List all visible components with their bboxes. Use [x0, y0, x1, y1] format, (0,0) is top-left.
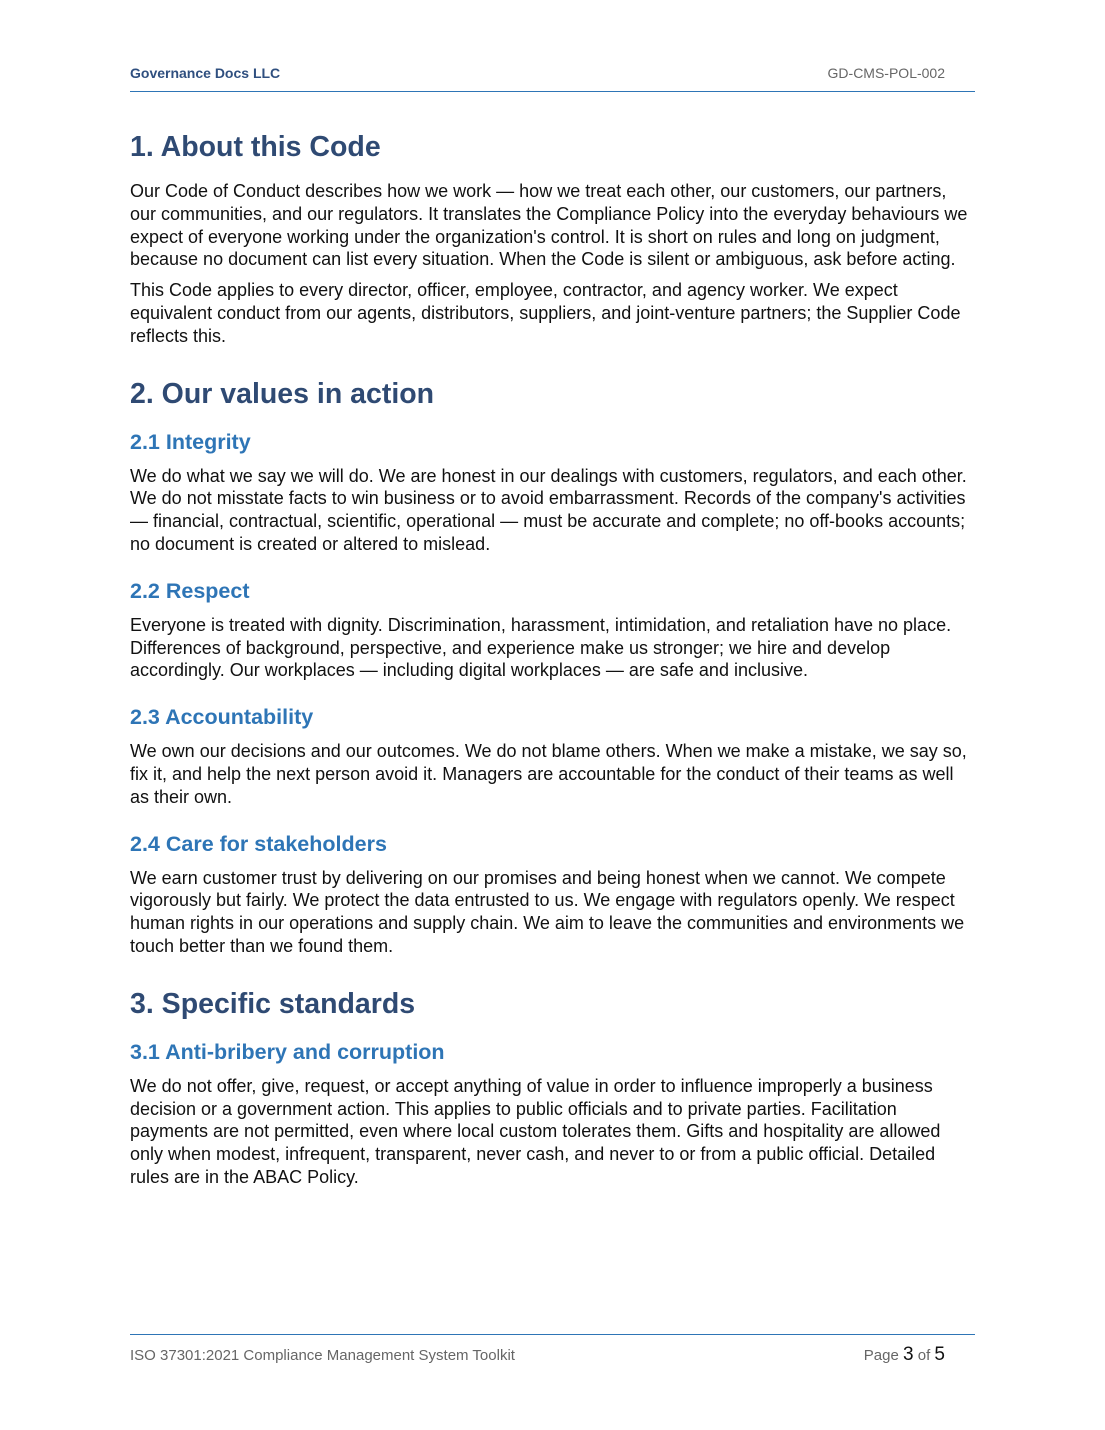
section-values — [130, 375, 976, 958]
subsection-integrity — [130, 427, 976, 556]
paragraph: This Code applies to every director, officer, employee, contractor, and agency worker. We expect equivalent conduct from our agents, distributors, suppliers, and joint-venture partners; the Supplier Code reflects this. — [130, 280, 961, 346]
subsection-anti-bribery — [130, 1037, 976, 1189]
paragraph: Our Code of Conduct describes how we work — how we treat each other, our customers, our partners, our communities, and our regulators. It translates the Compliance Policy into the everyday behaviours we expect of everyone working under the organization's control. It is short on rules and long on judgment, because no document can list every situation. When the Code is silent or ambiguous, ask before acting. — [130, 181, 968, 270]
subsection-accountability — [130, 702, 976, 808]
subsection-heading: 3.1 Anti-bribery and corruption — [130, 1039, 445, 1064]
paragraph: We do what we say we will do. We are honest in our dealings with customers, regulators, and each other. We do not misstate facts to win business or to avoid embarrassment. Records of the company's activities — financial, contractual, scientific, operational — must be accurate and complete; no off-books accounts; no document is created or altered to mislead. — [130, 465, 967, 554]
subsection-care-for-stakeholders — [130, 829, 976, 958]
paragraph: We own our decisions and our outcomes. We do not blame others. When we make a mistake, we say so, fix it, and help the next person avoid it. Managers are accountable for the conduct of their teams as well as their own. — [130, 741, 967, 807]
document-id: GD-CMS-POL-002 — [827, 65, 945, 81]
section-heading: 1. About this Code — [130, 131, 381, 163]
subsection-heading: 2.1 Integrity — [130, 429, 251, 454]
section-specific-standards — [130, 985, 976, 1189]
page-current: 3 — [902, 1344, 914, 1365]
paragraph: We earn customer trust by delivering on our promises and being honest when we cannot. We compete vigorously but fairly. We protect the data entrusted to us. We engage with regulators openly. We respect human rights in our operations and supply chain. We aim to leave the communities and environments we touch better than we found them. — [130, 867, 965, 956]
section-heading: 3. Specific standards — [130, 987, 416, 1020]
footer-toolkit-title: ISO 37301:2021 Compliance Management System Toolkit — [130, 1347, 515, 1364]
page-total: 5 — [934, 1344, 945, 1365]
section-about — [130, 128, 976, 348]
page-header — [130, 64, 975, 92]
company-name: Governance Docs LLC — [130, 65, 281, 81]
subsection-heading: 2.3 Accountability — [130, 705, 314, 730]
page-number — [864, 1344, 945, 1366]
subsection-heading: 2.2 Respect — [130, 578, 250, 603]
section-heading: 2. Our values in action — [130, 377, 435, 410]
paragraph: We do not offer, give, request, or accept anything of value in order to influence improperly a business decision or a government action. This applies to public officials and to private parties. Facilitation payments are not permitted, even where local custom tolerates them. Gifts and hospitality are allowed only when modest, infrequent, transparent, never cash, and never to or from a public official. Detailed rules are in the ABAC Policy. — [130, 1075, 941, 1187]
page-of: of — [917, 1347, 931, 1364]
document-body — [130, 128, 976, 1197]
subsection-respect — [130, 576, 976, 682]
paragraph: Everyone is treated with dignity. Discrimination, harassment, intimidation, and retaliation have no place. Differences of background, perspective, and experience make us stronger; we hire and develop accordingly. Our workplaces — including digital workplaces — are safe and inclusive. — [130, 614, 952, 681]
subsection-heading: 2.4 Care for stakeholders — [130, 831, 387, 856]
page-footer — [130, 1334, 975, 1375]
page-label: Page — [863, 1347, 899, 1364]
